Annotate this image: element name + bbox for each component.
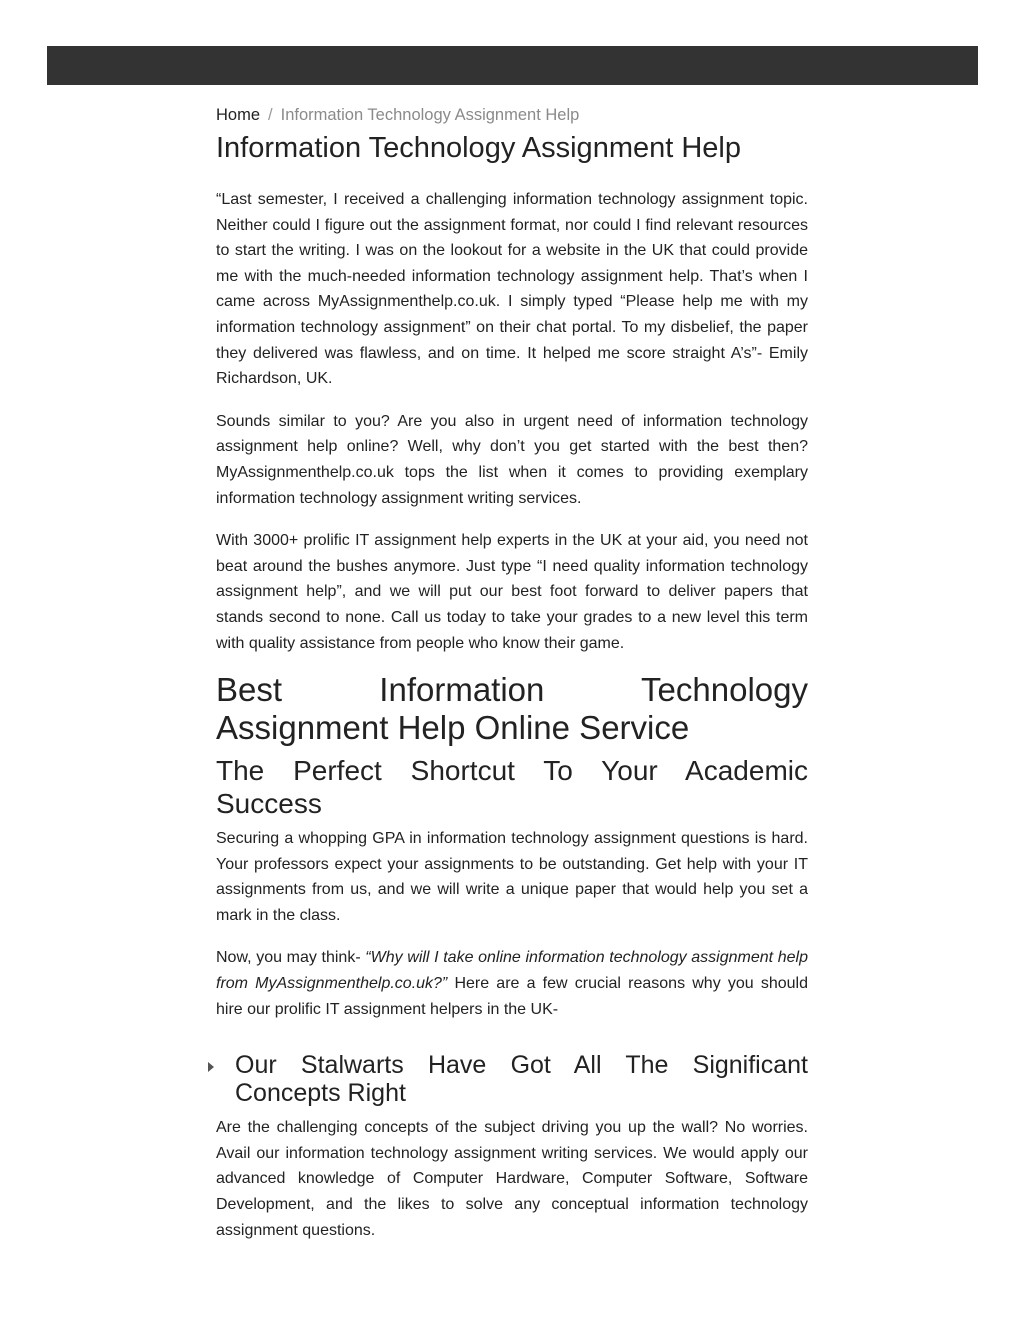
breadcrumb [216,104,808,126]
reasons-prefix: Now, you may think- [216,949,366,967]
testimonial-paragraph: “Last semester, I received a challenging information technology assignment topic. Neither could I figure out the assignment format, nor could I find relevant resources to start the writing. I was on the lookout for a website in the UK that could provide me with the much-needed information technology assignment help. That’s when I came across MyAssignmenthelp.co.uk. I simply typed “Please help me with my information technology assignment” on their chat portal. To my disbelief, the paper they delivered was flawless, and on time. It helped me score straight A’s”- Emily Richardson, UK. [216,191,808,388]
top-navigation-bar [47,46,978,85]
sub-title: The Perfect Shortcut To Your Academic Success [216,755,808,820]
breadcrumb-separator: / [268,106,273,124]
main-content [216,104,808,1243]
concepts-paragraph: Are the challenging concepts of the subject driving you up the wall? No worries. Avail our information technology assignment writing services. We would apply our advanced knowledge of Computer Hardware, Computer Software, Software Development, and the likes to solve any conceptual information technology assignment questions. [216,1119,808,1239]
bullet-heading [216,1051,808,1107]
section-title: Best Information Technology Assignment Help Online Service [216,671,808,747]
intro-paragraph: Sounds similar to you? Are you also in urgent need of information technology assignment help online? Well, why don’t you get started with the best then? MyAssignmenthelp.co.uk tops the list when it comes to providing exemplary information technology assignment writing services. [216,412,808,507]
reasons-paragraph [216,945,808,1022]
breadcrumb-current: Information Technology Assignment Help [280,106,580,124]
caret-right-icon [208,1062,214,1072]
experts-paragraph: With 3000+ prolific IT assignment help experts in the UK at your aid, you need not beat around the bushes anymore. Just type “I need quality information technology assignment help”, and we will put our best foot forward to deliver papers that stands second to none. Call us today to take your grades to a new level this term with quality assistance from people who know their game. [216,532,808,652]
breadcrumb-home-link[interactable]: Home [216,106,261,124]
reasons-suffix: Here are a few crucial reasons why you should hire our prolific IT assignment helpers in the UK- [216,975,808,1018]
gpa-paragraph: Securing a whopping GPA in information technology assignment questions is hard. Your professors expect your assignments to be outstanding. Get help with your IT assignments from us, and we will write a unique paper that would help you set a mark in the class. [216,830,808,924]
reasons-question: “Why will I take online information technology assignment help from MyAssignmenthelp.co.uk?” [216,949,808,993]
page-title: Information Technology Assignment Help [216,132,741,164]
bullet-title: Our Stalwarts Have Got All The Significant Concepts Right [235,1051,808,1108]
